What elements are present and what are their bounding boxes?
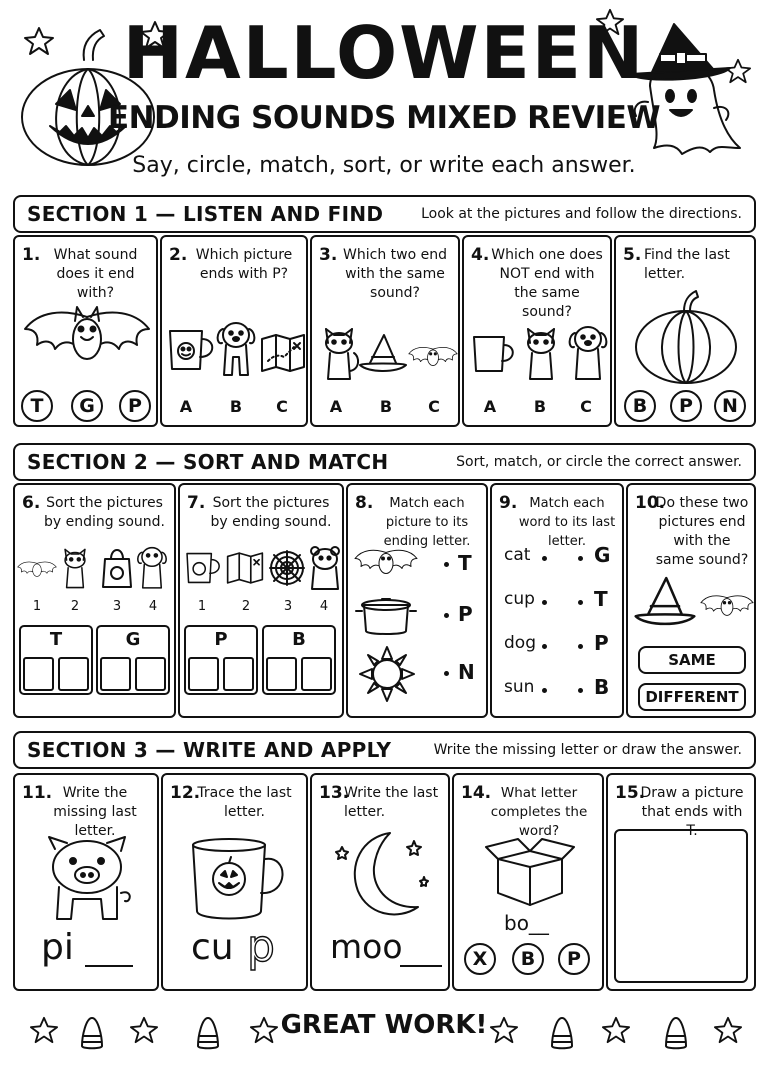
same-button[interactable]: SAME [638,646,746,674]
sort-slot[interactable] [23,657,54,691]
sort-bin [19,625,93,695]
match-dot[interactable] [578,556,583,561]
question-6-card [13,483,176,718]
question-7-card [178,483,344,718]
box-icon [484,833,576,907]
word-prompt: pi [41,927,74,968]
sort-slot[interactable] [266,657,297,691]
footer-message: GREAT WORK! [280,1010,488,1040]
bat-icon [23,299,151,365]
question-number: 3. [319,245,338,265]
bat-icon [700,589,754,619]
match-letter: P [458,602,473,626]
section-directions: Write the missing letter or draw the answer. [433,742,742,758]
witch-hat-icon [632,573,698,629]
sort-bin-label: T [49,629,63,650]
answer-option[interactable]: B [512,943,544,975]
question-10-card [626,483,756,718]
match-word: cup [504,589,535,609]
sort-bin-label: P [214,629,228,650]
question-text: Sort the pictures by ending sound. [210,495,332,530]
question-text: Find the last letter. [644,247,730,282]
dog-icon [566,321,610,383]
answer-label[interactable]: B [229,397,243,416]
mug-icon [166,325,216,375]
sort-slot[interactable] [188,657,219,691]
answer-label[interactable]: B [379,397,393,416]
question-number: 4. [471,245,490,265]
sort-slot[interactable] [301,657,332,691]
star-icon [602,1016,630,1044]
dog-icon [135,543,169,591]
different-button[interactable]: DIFFERENT [638,683,746,711]
question-number: 11. [22,783,53,803]
answer-blank[interactable] [400,965,442,967]
match-dot[interactable] [578,600,583,605]
sort-slot[interactable] [58,657,89,691]
question-2-card [160,235,308,427]
page-title: HALLOWEEN [122,11,646,95]
star-icon [490,1016,518,1044]
sort-slot[interactable] [135,657,166,691]
picture-number: 4 [148,599,158,614]
trace-letter[interactable]: p [247,921,275,972]
question-number: 2. [169,245,188,265]
picture-number: 3 [283,599,293,614]
star-icon [714,1016,742,1044]
question-text: Match each word to its last letter. [518,496,616,549]
match-word: cat [504,545,531,565]
drawing-box[interactable] [614,829,748,983]
answer-label[interactable]: B [533,397,547,416]
question-12-card [161,773,308,991]
match-letter: P [594,631,609,655]
word-prompt: bo__ [504,911,549,935]
answer-blank[interactable] [85,965,133,967]
match-letter: B [594,675,610,699]
question-number: 14. [461,783,492,803]
match-letter: T [458,551,472,575]
match-dot[interactable] [444,562,449,567]
witch-hat-icon [358,331,408,375]
section-title: SECTION 1 — LISTEN AND FIND [27,202,384,226]
moon-icon [332,825,442,925]
answer-label[interactable]: A [179,397,193,416]
sun-icon [358,645,416,703]
question-text: What letter completes the word? [490,785,588,839]
word-prompt: moo [330,927,403,966]
bag-icon [101,545,133,589]
question-1-card [13,235,158,427]
answer-label[interactable]: C [580,397,592,416]
match-dot[interactable] [578,644,583,649]
answer-option[interactable]: N [714,390,746,422]
answer-option[interactable]: T [21,390,53,422]
question-text: Match each picture to its ending letter. [383,496,471,549]
match-word: dog [504,633,536,653]
sort-bin [262,625,336,695]
question-text: Sort the pictures by ending sound. [43,495,166,530]
answer-option[interactable]: P [670,390,702,422]
mug-icon [189,835,289,921]
sort-bin-label: G [125,629,141,650]
mug-icon [184,549,222,587]
answer-option[interactable]: B [624,390,656,422]
question-4-card [462,235,612,427]
question-number: 6. [22,493,41,513]
word-prompt: cu [191,927,234,968]
section-3-bar [13,731,756,769]
question-number: 7. [187,493,206,513]
answer-option[interactable]: P [558,943,590,975]
pumpkin-icon [634,289,738,385]
match-dot[interactable] [444,671,449,676]
answer-label[interactable]: A [329,397,343,416]
match-dot[interactable] [542,600,547,605]
sort-bin [96,625,170,695]
question-11-card [13,773,159,991]
map-icon [260,333,306,373]
question-text: Which picture ends with P? [195,247,293,282]
cup-icon [470,333,516,375]
candy-corn-icon [550,1016,574,1050]
sort-bin [184,625,258,695]
section-title: SECTION 2 — SORT AND MATCH [27,450,389,474]
question-8-card [346,483,488,718]
question-number: 13. [319,783,350,803]
question-text: Write the last letter. [344,785,439,820]
sort-bin-label: B [292,629,306,650]
answer-label[interactable]: C [276,397,288,416]
picture-number: 2 [70,599,80,614]
section-directions: Sort, match, or circle the correct answer. [456,454,742,470]
question-15-card [606,773,756,991]
question-text: Trace the last letter. [197,785,292,820]
map-icon [226,551,264,585]
question-3-card [310,235,460,427]
pot-icon [356,589,416,637]
picture-number: 4 [319,599,329,614]
question-number: 10. [635,493,666,513]
match-letter: G [594,543,611,567]
question-number: 5. [623,245,642,265]
pig-icon [41,833,137,925]
section-2-bar [13,443,756,481]
match-dot[interactable] [542,556,547,561]
question-number: 12. [170,783,201,803]
question-9-card [490,483,624,718]
question-text: Draw a picture that ends with T. [640,785,744,839]
section-directions: Look at the pictures and follow the directions. [421,206,742,222]
picture-number: 1 [197,599,207,614]
dog-icon [214,317,258,379]
bat-icon [17,555,57,581]
question-text: Which two end with the same sound? [343,247,447,301]
question-number: 8. [355,493,374,513]
match-dot[interactable] [578,688,583,693]
cat-icon [318,321,360,383]
question-text: Which one does NOT end with the same sound? [491,247,603,320]
cat-icon [520,321,562,383]
candy-corn-icon [664,1016,688,1050]
match-dot[interactable] [542,688,547,693]
question-number: 1. [22,245,41,265]
question-text: Write the missing last letter. [53,785,137,839]
page-instructions: Say, circle, match, sort, or write each answer. [132,153,636,178]
bat-icon [354,543,418,577]
answer-option[interactable]: P [119,390,151,422]
web-icon [268,549,306,587]
answer-label[interactable]: C [428,397,440,416]
answer-option[interactable]: X [464,943,496,975]
answer-option[interactable]: G [71,390,103,422]
section-1-bar [13,195,756,233]
match-word: sun [504,677,535,697]
match-dot[interactable] [542,644,547,649]
picture-number: 3 [112,599,122,614]
bat-icon [408,341,458,369]
match-letter: T [594,587,608,611]
answer-label[interactable]: A [483,397,497,416]
section-title: SECTION 3 — WRITE AND APPLY [27,738,392,762]
question-14-card [452,773,604,991]
question-number: 9. [499,493,518,513]
question-number: 15. [615,783,646,803]
question-text: Do these two pictures end with the same sound? [655,495,749,568]
question-13-card [310,773,450,991]
sort-slot[interactable] [100,657,131,691]
question-5-card [614,235,756,427]
picture-number: 2 [241,599,251,614]
sort-slot[interactable] [223,657,254,691]
bear-icon [308,545,342,591]
page-subtitle: ENDING SOUNDS MIXED REVIEW [107,100,661,136]
match-dot[interactable] [444,613,449,618]
picture-number: 1 [32,599,42,614]
question-text: What sound does it end with? [53,247,138,301]
cat-icon [59,543,91,591]
match-letter: N [458,660,475,684]
